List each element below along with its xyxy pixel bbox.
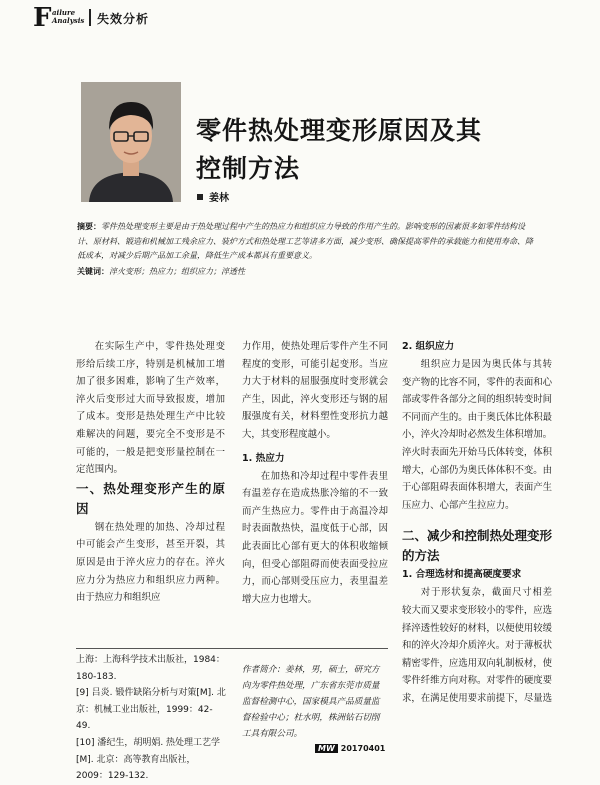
footer-logo: MW: [315, 744, 338, 753]
article-author: [197, 189, 229, 204]
header-letter: F: [33, 3, 52, 33]
person-portrait-icon: [81, 82, 181, 202]
article-title: [196, 112, 526, 188]
author-photo: [81, 82, 181, 202]
keywords: [77, 265, 537, 279]
footer-mark: [315, 744, 385, 753]
section-heading-causes: 一、热处理变形产生的原因: [76, 480, 225, 516]
continuation-paragraph: 力作用，使热处理后零件产生不同程度的变形，可能引起变形。当应力大于材料的屈服强度时变形就会产生，因此，淬火变形还与钢的屈服强度有关，材料塑性变形抗力越大，其变形程度越小。: [242, 341, 388, 440]
footer-issue: 20170401: [340, 744, 386, 753]
header-divider: [89, 9, 91, 26]
keywords-text: 淬火变形；热应力；组织应力；淬透性: [109, 267, 245, 276]
references-list: [76, 652, 226, 785]
body-column-3: [402, 338, 552, 708]
article-title-line2: 控制方法: [196, 154, 301, 183]
subsection-heading-thermal-stress: 1. 热应力: [242, 452, 285, 464]
causes-paragraph: 钢在热处理的加热、冷却过程中可能会产生变形，甚至开裂，其原因是由于淬火应力的存在。淬火应力分为热应力和组织应力两种。由于热应力和组织应: [76, 521, 225, 604]
abstract-text: 零件热处理变形主要是由于热处理过程中产生的热应力和组织应力导致的作用产生的。影响变形的因素很多如零件结构设计、原材料、锻造和机械加工残余应力、装炉方式和热处理工艺等诸多方面，减少变形、确保提高零件的承载能力和使用寿命、降低成本，对减少后期产品加工余量，降低生产成本都具有重要意义。: [77, 222, 533, 260]
body-column-1: [76, 338, 225, 607]
square-bullet-icon: [197, 194, 203, 200]
thermal-stress-paragraph: 在加热和冷却过程中零件表里有温差存在造成热胀冷缩的不一致而产生热应力。零件由于高温冷却时表面散热快，温度低于心部，因此表面比心部有更大的体积收缩倾向，但受心部阻碍而使表面受拉应力，而心部则受压应力，表里温差增大应力也增大。: [242, 470, 388, 605]
reference-item: [9] 吕炎. 锻件缺陷分析与对策[M]. 北京：机械工业出版社，1999：42-49.: [76, 688, 226, 732]
reference-item: 上海：上海科学技术出版社，1984：180-183.: [76, 655, 225, 682]
structural-stress-paragraph: 组织应力是因为奥氏体与其转变产物的比容不同，零件的表面和心部或零件各部分之间的组织转变时间不同而产生的。由于奥氏体比体积最小，淬火冷却时必然发生体积增加。淬火时表面先开始马氏体转变，体积增大，心部仍为奥氏体体积不变。由于心部阻碍表面体积增大，表面产生压应力、心部产生拉应力。: [402, 359, 553, 511]
abstract-label: 摘要：: [77, 222, 101, 231]
author-note: 作者简介：姜林，男，硕士，研究方向为零件热处理，广东省东莞市质量监督检测中心，国家模具产品质量监督检验中心；杜水明，株洲钻石切削工具有限公司。: [242, 665, 380, 739]
footnote-divider: [76, 648, 388, 649]
section-heading-control-methods: 二、减少和控制热处理变形的方法: [402, 528, 553, 564]
subsection-heading-structural-stress: 2. 组织应力: [402, 341, 455, 352]
subsection-heading-material-selection: 1. 合理选材和提高硬度要求: [402, 569, 522, 581]
keywords-label: 关键词：: [77, 267, 109, 276]
body-column-2: [242, 338, 388, 608]
author-name: 姜林: [209, 193, 229, 204]
article-title-line1: 零件热处理变形原因及其: [196, 116, 483, 145]
header-subtitle: [52, 9, 84, 25]
reference-item: [10] 潘纪生，胡明娟. 热处理工艺学[M]. 北京：高等教育出版社，2009：129-132.: [76, 737, 221, 782]
header-subtitle-line1: ailure: [52, 8, 76, 17]
abstract: [77, 220, 537, 264]
intro-paragraph: 在实际生产中，零件热处理变形给后续工序，特别是机械加工增加了很多困难，影响了生产效率，淬火后变形过大而导致报废，增加了成本。变形是热处理生产中比较难解决的问题，要完全不变形是不可能的，一般是把变形量控制在一定范围内。: [76, 341, 225, 476]
header-subtitle-line2: Analysis: [52, 16, 85, 25]
material-selection-paragraph: 对于形状复杂，截面尺寸相差较大而又要求变形较小的零件，应选择淬透性较好的材料，以便使用较缓和的淬火冷却介质淬火。对于薄板状精密零件，应选用双向轧制板材，使零件纤维方向对称。对零件的硬度要求，在满足使用要求前提下，尽量选: [402, 587, 553, 704]
section-name: 失效分析: [97, 12, 150, 26]
